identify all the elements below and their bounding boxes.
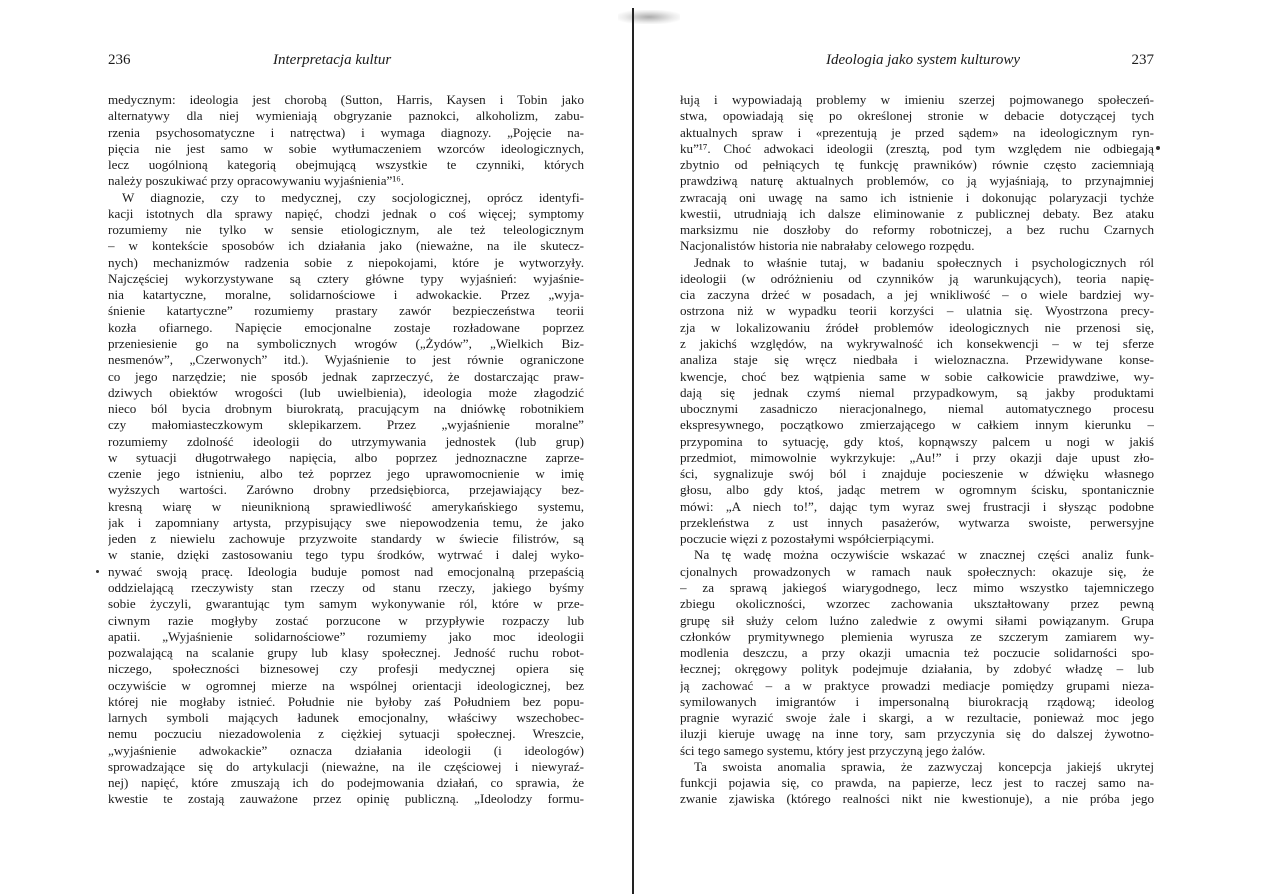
text-line: ideologii (w odróżnieniu od czynników ją warunkujących), teoria napię- <box>680 270 1154 286</box>
gutter-scan-smudge <box>618 10 680 24</box>
text-line: W diagnozie, czy to medycznej, czy socjologicznej, oprócz identyfi- <box>122 189 584 205</box>
text-line: cjonalnych prowadzonych w ramach nauk społecznych: okazuje się, że <box>680 563 1154 579</box>
text-line: śnienie katartyczne” rozumiemy prastary zawór bezpieczeństwa teorii <box>108 303 584 319</box>
text-line: należy poszukiwać przy opracowywaniu wyjaśnienia”¹⁶. <box>108 173 405 189</box>
text-line: kwestii, utrudniają ich dalsze eliminowanie z publicznej debaty. Bez ataku <box>680 205 1154 221</box>
text-line: łują i wypowiadają problemy w imieniu szerzej pojmowanego społeczeń- <box>680 92 1154 107</box>
text-line: zbytnio od pełniących tę funkcję prawników) równie często zaciemniają <box>680 157 1154 173</box>
text-line: sprowadzające się do artykulacji (nieważne, na ile częściowej i niewyraź- <box>108 758 584 774</box>
left-body-text <box>108 92 584 808</box>
text-line: przedmiot, mimowolnie wykrzykuje: „Au!” i przy okazji daje upust zło- <box>680 449 1154 465</box>
text-line: – w kontekście sposobów ich działania jako (nieważne, na ile skutecz- <box>108 238 584 254</box>
text-line: medycznym: ideologia jest chorobą (Sutton, Harris, Kaysen i Tobin jako <box>108 92 584 107</box>
text-line: rozumiemy nie tylko w sensie etiologicznym, ale też teleologicznym <box>108 222 584 238</box>
text-line: głosu, albo gdy ktoś, jadąc metrem w ogromnym ścisku, spontanicznie <box>680 482 1154 498</box>
text-line: nia katartyczne, moralne, solidarnościowe i adwokackie. Przez „wyja- <box>108 287 584 303</box>
text-line: modlenia deszczu, a przy okazji umacnia też poczucie solidarności spo- <box>680 645 1154 661</box>
right-page <box>680 0 1154 894</box>
right-body-text <box>680 92 1154 808</box>
text-line: zwracają oni uwagę na samo ich istnienie i dokonując polaryzacji tychże <box>680 189 1154 205</box>
text-line: stwa, opowiadają się po określonej stronie w debacie dotyczącej tych <box>680 108 1154 124</box>
left-page <box>108 0 584 894</box>
text-line: co jego narzędzie; nie sposób jednak zaprzeczyć, że dostarczając praw- <box>108 368 584 384</box>
text-line: Ta swoista anomalia sprawia, że zazwyczaj koncepcja jakiejś ukrytej <box>694 758 1154 774</box>
text-line: nych) mechanizmów radzenia sobie z niepokojami, które je wytworzyły. <box>108 254 584 270</box>
text-line: rozumiemy zdolność ideologii do utrzymywania jednostek (lub grup) <box>108 433 584 449</box>
text-line: Nacjonalistów historia nie nabrałaby celowego rozpędu. <box>680 238 975 254</box>
text-line: zja w lokalizowaniu źródeł problemów ideologicznych nie przenosi się, <box>680 319 1154 335</box>
left-page-number: 236 <box>108 52 131 68</box>
left-running-head <box>108 52 584 72</box>
text-line: oczywiście w ogromnej mierze na wspólnej orientacji ideologicznej, bez <box>108 677 584 693</box>
text-line: aktualnych spraw i «prezentują je przed sądem» na ideologicznym ryn- <box>680 124 1154 140</box>
text-line: nesmenów”, „Czerwonych” itd.). Wyjaśnienie to jest równie ograniczone <box>108 352 584 368</box>
text-line: pragnie wyrazić swoje żale i skargi, a w rezultacie, ponieważ moc jego <box>680 710 1154 726</box>
text-line: ku”¹⁷. Choć adwokaci ideologii (zresztą, pod tym względem nie odbiegają <box>680 140 1154 156</box>
text-line: iluzji kieruje uwagę na inne tory, sam przyczynia się do dalszej żywotno- <box>680 726 1154 742</box>
text-line: ją zachować – a w praktyce prowadzi mediacje pomiędzy grupami nieza- <box>680 677 1154 693</box>
text-line: ści tego samego systemu, który jest przyczyną jego żalów. <box>680 742 986 758</box>
text-line: pozwalającą na scalanie grupy lub klasy społecznej. Jedność ruchu robot- <box>108 645 584 661</box>
text-line: lecz uogólnioną kategorią obejmującą wszystkie te czynniki, których <box>108 157 584 173</box>
text-line: mówi: „A niech to!”, dając tym wyraz swej frustracji i słysząc podobne <box>680 498 1154 514</box>
text-line: „wyjaśnienie adwokackie” oznacza działania ideologii (i ideologów) <box>108 742 584 758</box>
text-line: kozła ofiarnego. Napięcie emocjonalne zostaje rozładowane poprzez <box>108 319 584 335</box>
text-line: nemu poczuciu niezadowolenia z ciężkiej sytuacji społecznej. Wreszcie, <box>108 726 584 742</box>
text-line: której nie mogłaby istnieć. Południe nie byłoby zaś Południem bez popu- <box>108 693 584 709</box>
text-line: prawdziwą naturę aktualnych problemów, co ją wyjaśniają, to przynajmniej <box>680 173 1154 189</box>
text-line: larnych symboli mających ładunek emocjonalny, właściwy wszechobec- <box>108 710 584 726</box>
text-line: dziwych obiektów wrogości (lub uwielbienia), ideologia może złagodzić <box>108 384 584 400</box>
text-line: analiza staje się wręcz niedbała i wieloznaczna. Przewidywane konse- <box>680 352 1154 368</box>
text-line: łecznej; okręgowy polityk podejmuje działania, by zdobyć władzę – lub <box>680 661 1154 677</box>
text-line: funkcji pojawia się, co prawda, na papierze, lecz jest to raczej samo na- <box>680 775 1154 791</box>
text-line: kresną wiarę w nieuniknioną sprawiedliwość amerykańskiego systemu, <box>108 498 584 514</box>
text-line: zbiegu okoliczności, wzorzec zachowania ukształtowany przez pewną <box>680 596 1154 612</box>
text-line: nej) napięć, które zmuszają ich do podejmowania działań, co sprawia, że <box>108 775 584 791</box>
text-line: zwanie zjawiska (którego realności nikt nie kwestionuje), a nie próba jego <box>680 791 1154 807</box>
text-line: czy małomiasteczkowym sklepikarzem. Przez „wyjaśnienie moralne” <box>108 417 584 433</box>
right-running-head <box>680 52 1154 72</box>
text-line: Jednak to właśnie tutaj, w badaniu społecznych i psychologicznych ról <box>694 254 1154 270</box>
text-line: przypomina to sytuację, gdy ktoś, kopnąwszy palcem u nogi w jakiś <box>680 433 1154 449</box>
text-line: alternatywy dla niej wymieniają obgryzanie paznokci, alkoholizm, zabu- <box>108 108 584 124</box>
margin-dot-mark <box>96 570 99 573</box>
right-page-number: 237 <box>1131 52 1154 68</box>
text-line: jak i zapomniany artysta, przypisujący swe niepowodzenia temu, że jako <box>108 514 584 530</box>
text-line: dają się jednak czymś niemal przypadkowym, są jakby produktami <box>680 384 1154 400</box>
text-line: marksizmu nie doszłoby do reformy robotniczej, a bez ruchu Czarnych <box>680 222 1154 238</box>
text-line: członków prymitywnego plemienia wyrusza ze szczerym zamiarem wy- <box>680 628 1154 644</box>
text-line: poczucie więzi z pozostałymi współcierpiącymi. <box>680 531 935 547</box>
text-line: Najczęściej wykorzystywane są cztery główne typy wyjaśnień: wyjaśnie- <box>108 270 584 286</box>
text-line: oddzielającą rzeczywisty stan rzeczy od stanu rzeczy, jakiego byśmy <box>108 579 584 595</box>
text-line: ostrzona niż w wypadku teorii korzyści – ulatnia się. Wyostrzona precy- <box>680 303 1154 319</box>
text-line: ubocznymi zasadniczo nieracjonalnego, niemal automatycznego procesu <box>680 401 1154 417</box>
text-line: symilowanych imigrantów i impersonalną biurokracją rządową; ideolog <box>680 693 1154 709</box>
text-line: niczego, społeczności biznesowej czy profesji medycznej opiera się <box>108 661 584 677</box>
right-running-title: Ideologia jako system kulturowy <box>826 52 1020 68</box>
text-line: Na tę wadę można oczywiście wskazać w znacznej części analiz funk- <box>694 547 1154 563</box>
gutter-fold-line <box>632 8 634 894</box>
text-line: w sytuacji długotrwałego napięcia, albo poprzez jednoznaczne zaprze- <box>108 449 584 465</box>
text-line: apatii. „Wyjaśnienie solidarnościowe” rozumiemy jako moc ideologii <box>108 628 584 644</box>
text-line: w stanie, dzięki zastosowaniu tego typu środków, wytrwać i dalej wyko- <box>108 547 584 563</box>
text-line: kwestie te zostają zauważone przez opinię publiczną. „Ideolodzy formu- <box>108 791 584 807</box>
text-line: – za sprawą jakiegoś wiarygodnego, lecz mimo wszystko tajemniczego <box>680 579 1154 595</box>
text-line: sobie życzyli, gwarantując tym samym wykonywanie ról, które w prze- <box>108 596 584 612</box>
text-line: ciwnym razie mogłyby zostać porzucone w przypływie rozpaczy lub <box>108 612 584 628</box>
text-line: czenie jego istnieniu, albo też poprzez jego uprawomocnienie w imię <box>108 466 584 482</box>
text-line: nywać swoją pracę. Ideologia buduje pomost nad emocjonalną przepaścią <box>108 563 584 579</box>
text-line: z jakichś względów, na wykrywalność ich konsekwencji – w tej sferze <box>680 335 1154 351</box>
text-line: przeniesienie go na symbolicznych wrogów („Żydów”, „Wielkich Biz- <box>108 335 584 351</box>
text-line: kacji istotnych dla sprawy napięć, chodzi jednak o coś więcej; symptomy <box>108 205 584 221</box>
text-line: cia zaczyna drżeć w posadach, a jej wnikliwość – o wiele bardziej wy- <box>680 287 1154 303</box>
margin-dot-mark <box>1156 146 1160 150</box>
text-line: przekleństwa z ust innych pasażerów, wytwarza swoiste, perwersyjne <box>680 514 1154 530</box>
text-line: ekspresywnego, początkowo zmierzającego w całkiem innym kierunku – <box>680 417 1154 433</box>
text-line: pięcia nie jest samo w sobie wytłumaczeniem wzorców ideologicznych, <box>108 140 584 156</box>
text-line: grupę sił służy celom luźno zaledwie z owymi siłami powiązanym. Grupa <box>680 612 1154 628</box>
text-line: jeden z niewielu zachowuje przyzwoite standardy w świecie filistrów, są <box>108 531 584 547</box>
text-line: ści, sygnalizuje swój ból i znajduje pocieszenie w dźwięku własnego <box>680 466 1154 482</box>
text-line: kwencje, choć bez wątpienia same w sobie całkowicie prawdziwe, wy- <box>680 368 1154 384</box>
text-line: rzenia psychosomatyczne i natręctwa) i wymaga diagnozy. „Pojęcie na- <box>108 124 584 140</box>
left-running-title: Interpretacja kultur <box>273 52 392 68</box>
text-line: nieco ból bycia drobnym biurokratą, pracującym na dniówkę robotnikiem <box>108 401 584 417</box>
text-line: wyższych wartości. Zarówno drobny przedsiębiorca, przejawiający bez- <box>108 482 584 498</box>
